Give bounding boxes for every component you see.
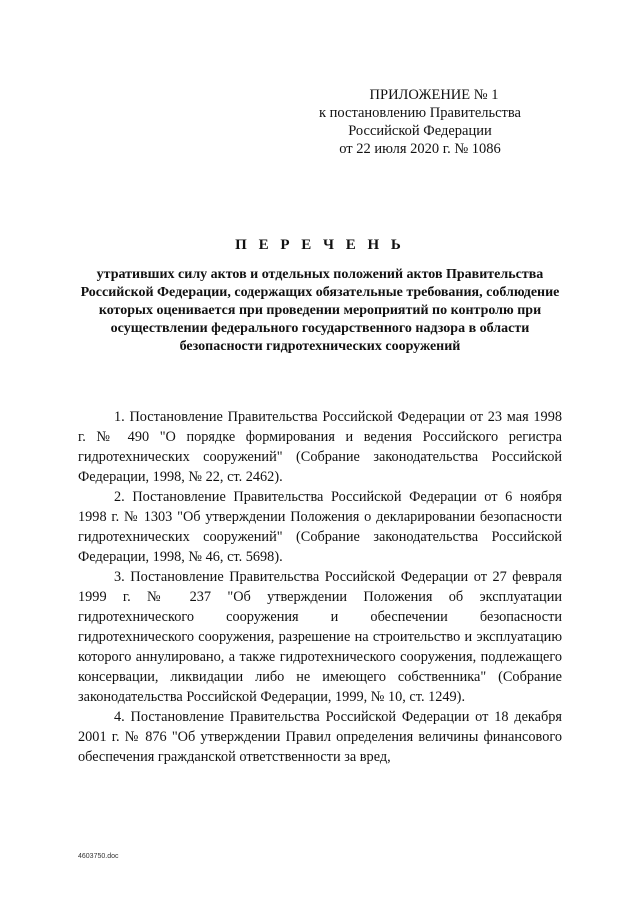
appendix-line-1: к постановлению Правительства xyxy=(319,105,521,121)
list-item-1: 1. Постановление Правительства Российской Федерации от 23 мая 1998 г. № 490 "О порядке формирования и ведения Российского регистра гидротехнических сооружений" (Собрание законодательства Российской Федерации, 1998, № 22, ст. 2462). xyxy=(78,409,562,485)
list-item-3: 3. Постановление Правительства Российской Федерации от 27 февраля 1999 г. № 237 "Об утверждении Положения об эксплуатации гидротехнического сооружения и обеспечении безопасности гидротехнического сооружения, разрешение на строительство и эксплуатацию которого аннулировано, а также гидротехнического сооружения, подлежащего консервации, ликвидации либо не имеющего собственника" (Собрание законодательства Российской Федерации, 1999, № 10, ст. 1249). xyxy=(78,569,562,705)
document-title: П Е Р Е Ч Е Н Ь xyxy=(235,237,405,253)
appendix-block xyxy=(300,86,540,158)
list-item-4: 4. Постановление Правительства Российской Федерации от 18 декабря 2001 г. № 876 "Об утверждении Правил определения величины финансового обеспечения гражданской ответственности за вред, xyxy=(78,709,562,765)
appendix-title: ПРИЛОЖЕНИЕ № 1 xyxy=(369,87,499,103)
appendix-line-2: Российской Федерации xyxy=(348,123,492,139)
appendix-line-3: от 22 июля 2020 г. № 1086 xyxy=(339,141,501,157)
file-reference: 4603750.doc xyxy=(78,853,119,860)
list-item-2: 2. Постановление Правительства Российской Федерации от 6 ноября 1998 г. № 1303 "Об утверждении Положения о декларировании безопасности гидротехнических сооружений" (Собрание законодательства Российской Федерации, 1998, № 46, ст. 5698). xyxy=(78,489,562,565)
document-subtitle: утративших силу актов и отдельных положений актов Правительства Российской Федерации, содержащих обязательные требования, соблюдение которых оценивается при проведении мероприятий по контролю при осуществлении федерального государственного надзора в области безопасности гидротехнических сооружений xyxy=(80,267,560,354)
document-body xyxy=(78,407,562,767)
